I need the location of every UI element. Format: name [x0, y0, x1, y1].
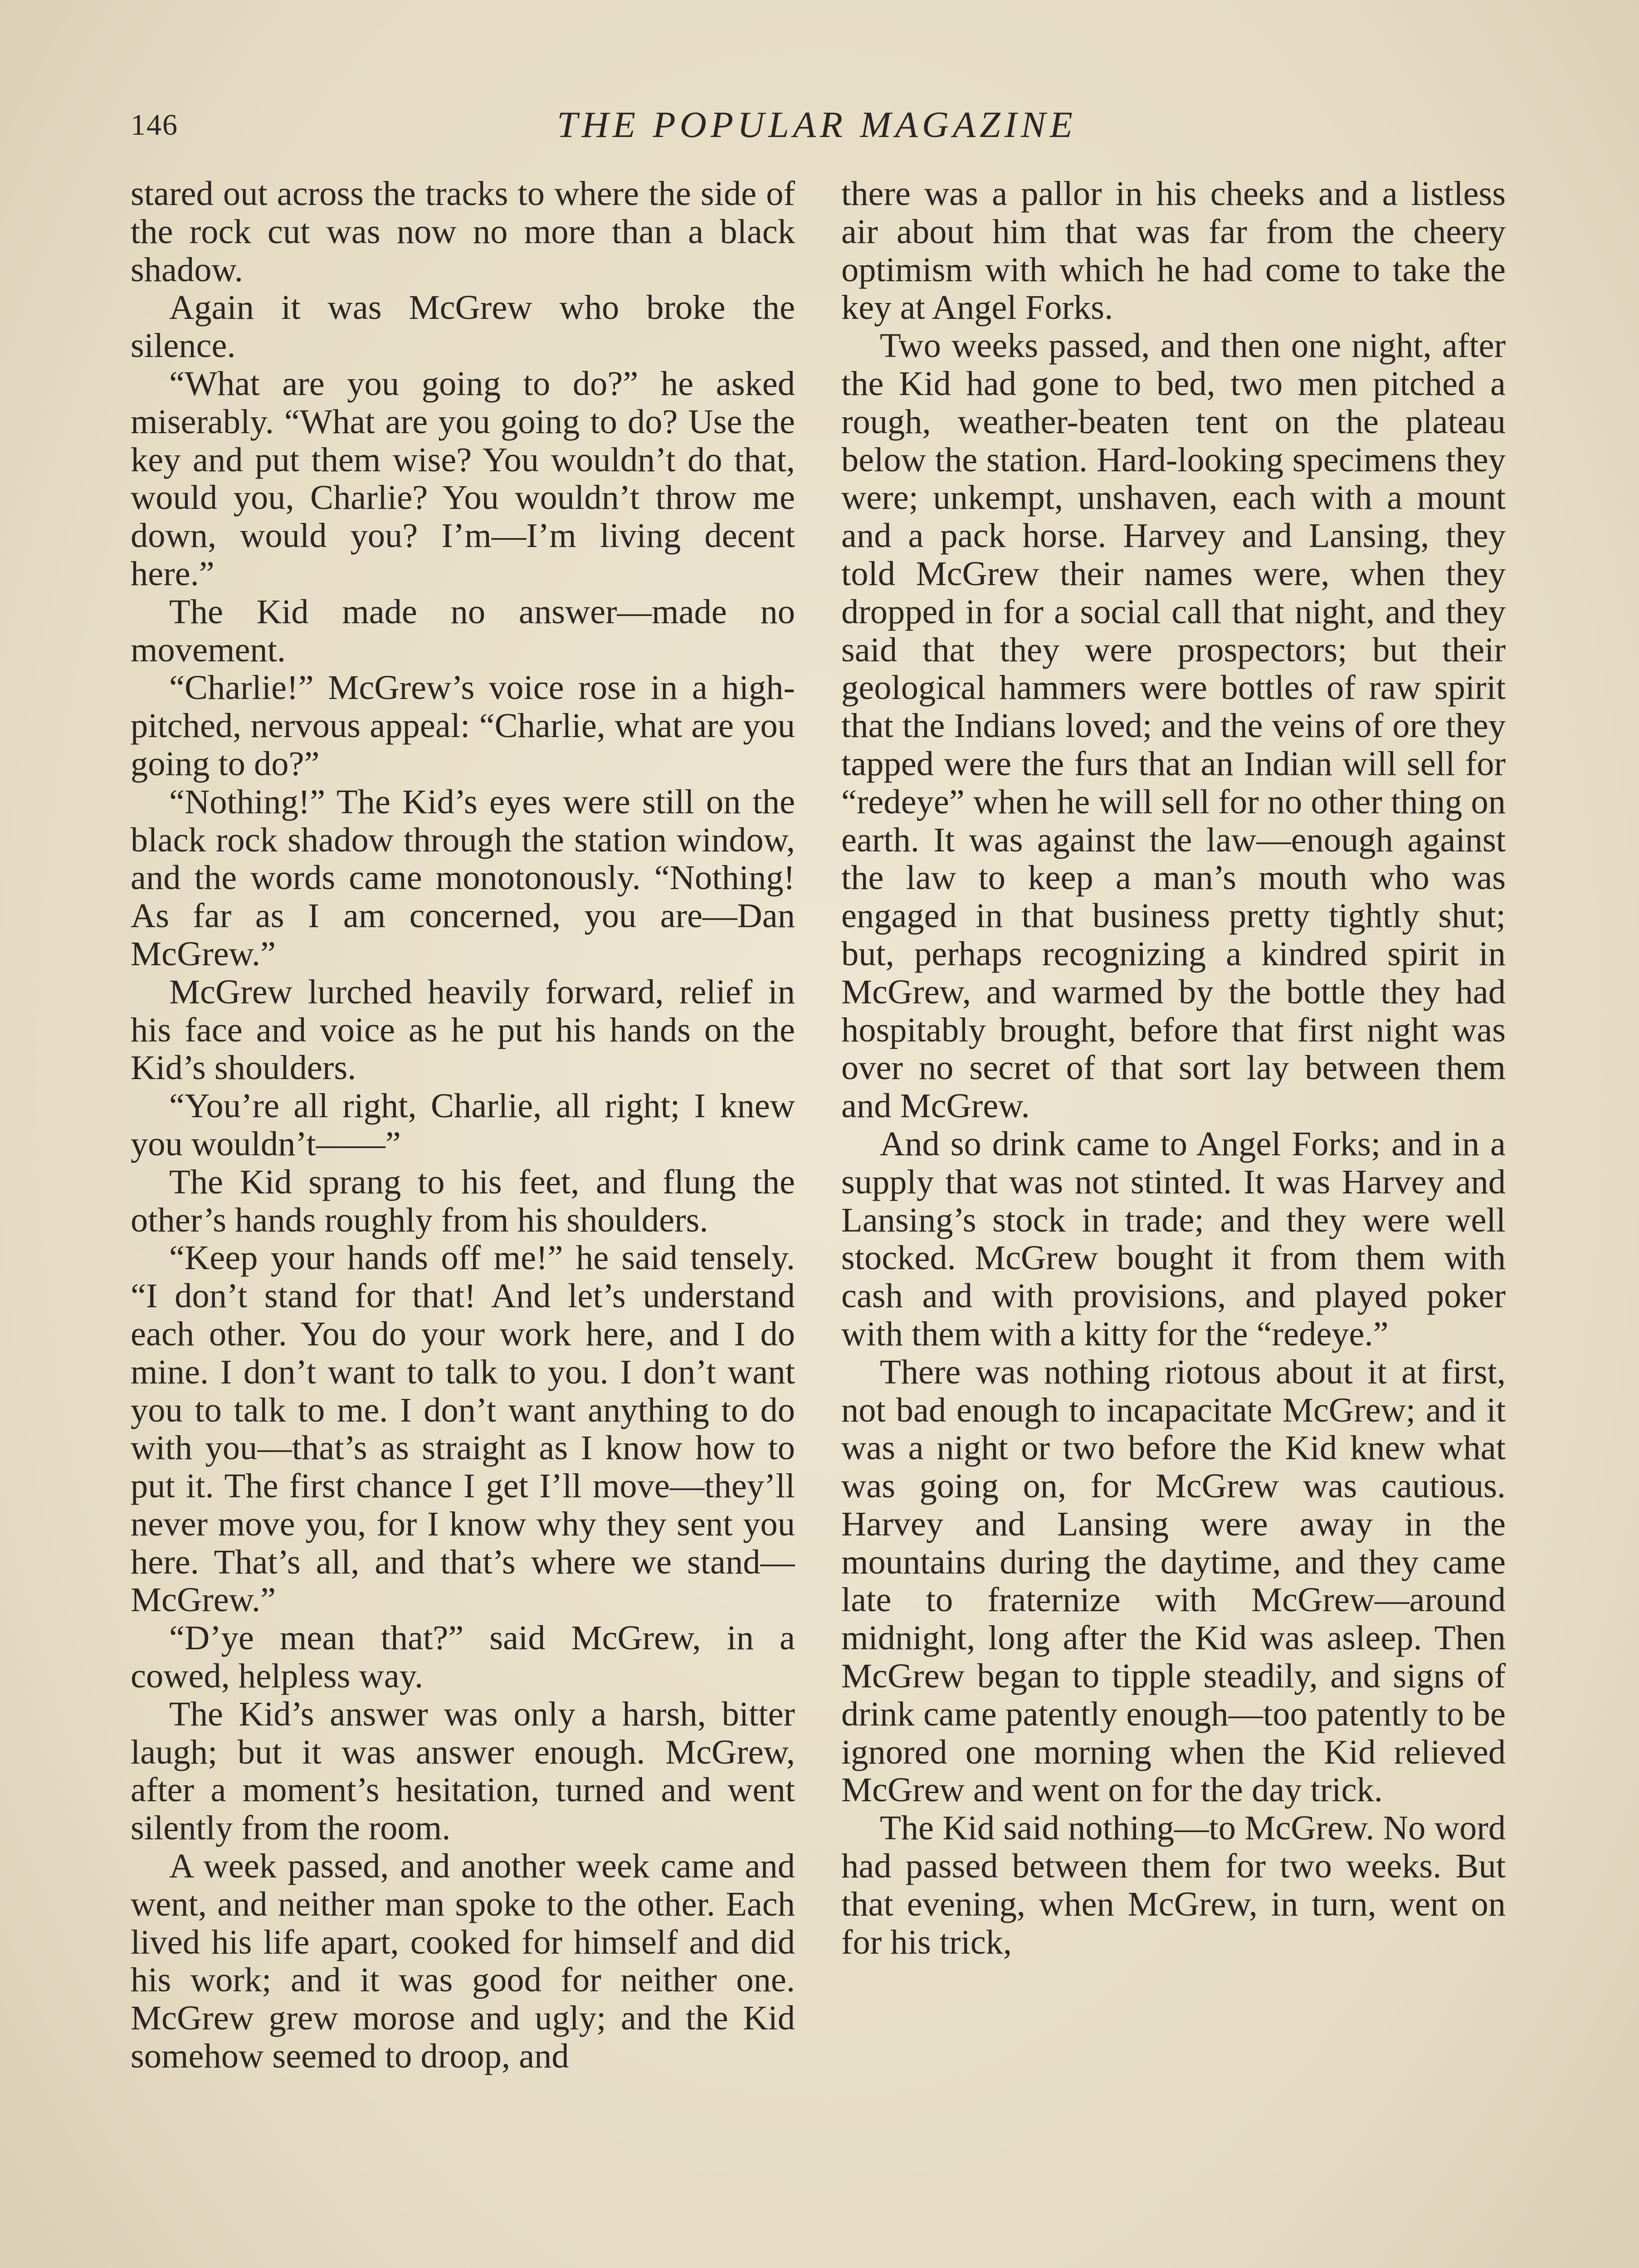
magazine-title: THE POPULAR MAGAZINE	[557, 104, 1077, 145]
right-column	[841, 175, 1506, 2268]
paragraph: Again it was McGrew who broke the silence.	[131, 288, 795, 365]
page-number: 146	[131, 108, 178, 142]
paragraph: “Keep your hands off me!” he said tensely. “I don’t stand for that! And let’s understand each other. You do your work here, and I do mine. I don’t want to talk to you. I don’t want you to talk to me. I don’t want anything to do with you—that’s as straight as I know how to put it. The first chance I get I’ll move—they’ll never move you, for I know why they sent you here. That’s all, and that’s where we stand—McGrew.”	[131, 1238, 795, 1619]
paragraph: “What are you going to do?” he asked miserably. “What are you going to do? Use the key and put them wise? You wouldn’t do that, would you, Charlie? You wouldn’t throw me down, would you? I’m—I’m living decent here.”	[131, 364, 795, 593]
paragraph: There was nothing riotous about it at first, not bad enough to incapacitate McGrew; and it was a night or two before the Kid knew what was going on, for McGrew was cautious. Harvey and Lansing were away in the mountains during the daytime, and they came late to fraternize with McGrew—around midnight, long after the Kid was asleep. Then McGrew began to tipple steadily, and signs of drink came patently enough—too patently to be ignored one morning when the Kid relieved McGrew and went on for the day trick.	[841, 1352, 1506, 1809]
paragraph: The Kid said nothing—to McGrew. No word had passed between them for two weeks. But that evening, when McGrew, in turn, went on for his trick,	[841, 1809, 1506, 1961]
paragraph: “Nothing!” The Kid’s eyes were still on the black rock shadow through the station window, and the words came monotonously. “Nothing! As far as I am concerned, you are—Dan McGrew.”	[131, 782, 795, 973]
paragraph: The Kid sprang to his feet, and flung the other’s hands roughly from his shoulders.	[131, 1162, 795, 1239]
paragraph: Two weeks passed, and then one night, after the Kid had gone to bed, two men pitched a rough, weather-beaten tent on the plateau below the station. Hard-looking specimens they were; unkempt, unshaven, each with a mount and a pack horse. Harvey and Lansing, they told McGrew their names were, when they dropped in for a social call that night, and they said that they were prospectors; but their geological hammers were bottles of raw spirit that the Indians loved; and the veins of ore they tapped were the furs that an Indian will sell for “redeye” when he will sell for no other thing on earth. It was against the law—enough against the law to keep a man’s mouth who was engaged in that business pretty tightly shut; but, perhaps recognizing a kindred spirit in McGrew, and warmed by the bottle they had hospitably brought, before that first night was over no secret of that sort lay between them and McGrew.	[841, 326, 1506, 1125]
paragraph: A week passed, and another week came and went, and neither man spoke to the other. Each lived his life apart, cooked for himself and did his work; and it was good for neither one. McGrew grew morose and ugly; and the Kid somehow seemed to droop, and	[131, 1847, 795, 2076]
paragraph: And so drink came to Angel Forks; and in a supply that was not stinted. It was Harvey and Lansing’s stock in trade; and they were well stocked. McGrew bought it from them with cash and with provisions, and played poker with them with a kitty for the “redeye.”	[841, 1124, 1506, 1353]
paragraph: stared out across the tracks to where the side of the rock cut was now no more than a black shadow.	[131, 175, 795, 289]
paragraph: McGrew lurched heavily forward, relief in his face and voice as he put his hands on the Kid’s shoulders.	[131, 972, 795, 1087]
paragraph: The Kid made no answer—made no movement.	[131, 592, 795, 669]
paragraph: “D’ye mean that?” said McGrew, in a cowed, helpless way.	[131, 1618, 795, 1696]
paragraph: The Kid’s answer was only a harsh, bitter laugh; but it was answer enough. McGrew, after a moment’s hesitation, turned and went silently from the room.	[131, 1694, 795, 1848]
left-column	[131, 175, 795, 2268]
running-header	[131, 103, 1503, 153]
paragraph: “You’re all right, Charlie, all right; I knew you wouldn’t——”	[131, 1086, 795, 1163]
paragraph: there was a pallor in his cheeks and a listless air about him that was far from the cheery optimism with which he had come to take the key at Angel Forks.	[841, 175, 1506, 327]
paragraph: “Charlie!” McGrew’s voice rose in a high-pitched, nervous appeal: “Charlie, what are you going to do?”	[131, 668, 795, 783]
